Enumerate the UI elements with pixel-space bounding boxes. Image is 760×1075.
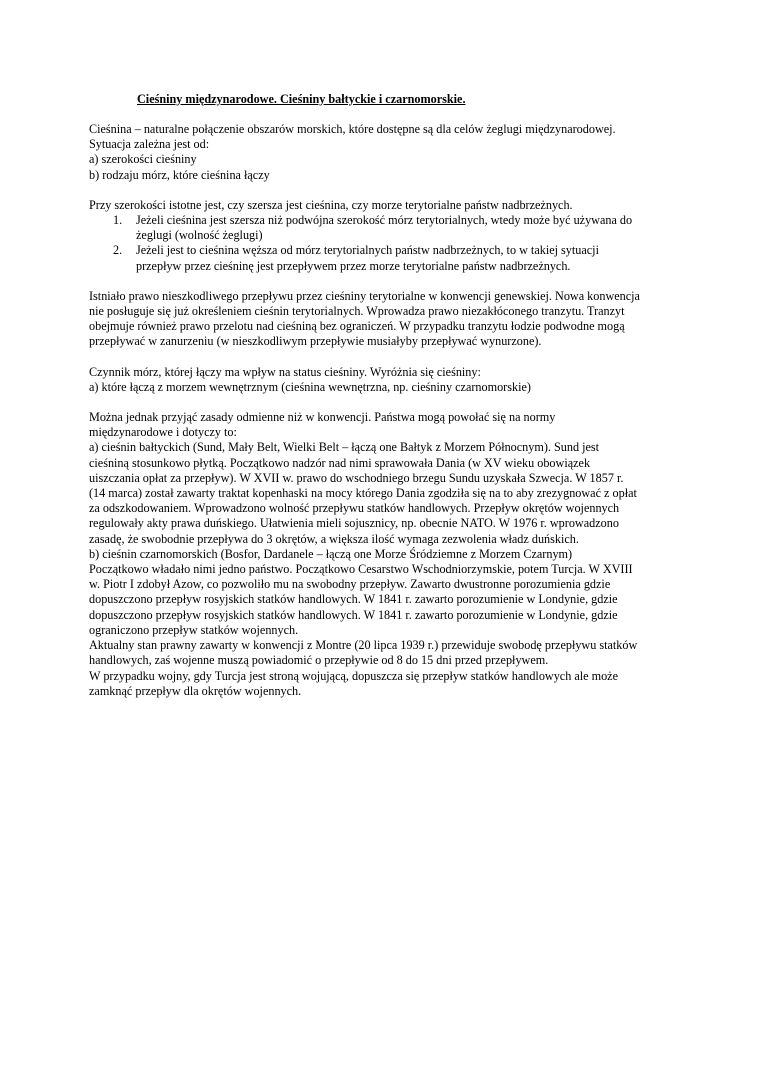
seas-factor-paragraph <box>89 365 689 395</box>
text-line: żeglugi (wolność żeglugi) <box>136 228 263 243</box>
text-line: (14 marca) został zawarty traktat kopenhaski na mocy którego Dania zgodziła się na to aby zrezygnować z opłat <box>89 486 637 501</box>
text-line: Cieśnina – naturalne połączenie obszarów morskich, które dostępne są dla celów żeglugi międzynarodowej. <box>89 122 616 136</box>
text-line: w. Piotr I zdobył Azow, co pozwoliło mu na swobodny przepływ. Zawarto dwustronne porozumienia gdzie <box>89 577 611 592</box>
text-line: handlowych, zaś wojenne muszą powiadomić o przepływie od 8 do 15 dni przed przepływem. <box>89 653 549 668</box>
text-line: przepływać w zanurzeniu (w nieszkodliwym przepływie musiałyby przepływać wynurzone). <box>89 334 542 349</box>
text-line: ograniczono przepływ statków wojennych. <box>89 622 299 637</box>
text-line: dopuszczono przepływ rosyjskich statków handlowych. W 1841 r. zawarto porozumienie w Londynie, gdzie <box>89 592 618 607</box>
text-line: b) rodzaju mórz, które cieśnina łączy <box>89 167 270 182</box>
paragraph-spacer <box>89 395 689 410</box>
text-line: Jeżeli jest to cieśnina węższa od mórz terytorialnych państw nadbrzeżnych, to w takiej sytuacji <box>136 243 599 258</box>
numbered-list <box>89 213 689 274</box>
text-line: uiszczania opłat za przepływ). W XVII w. prawo do wschodniego brzegu Sundu uzyskała Szwecja. W 1857 r. <box>89 470 624 485</box>
rules-paragraph <box>89 410 689 699</box>
text-line: dopuszczono przepływ rosyjskich statków handlowych. W 1841 r. zawarto porozumienie w Londynie, gdzie <box>89 607 618 622</box>
text-line: Początkowo władało nimi jedno państwo. Początkowo Cesarstwo Wschodniorzymskie, potem Turcja. W XVIII <box>89 562 633 577</box>
paragraph-spacer <box>89 183 689 198</box>
text-line: Przy szerokości istotne jest, czy szersza jest cieśnina, czy morze terytorialne państw nadbrzeżnych. <box>89 197 573 212</box>
text-line: Jeżeli cieśnina jest szersza niż podwójna szerokość mórz terytorialnych, wtedy może być używana do <box>136 213 633 228</box>
innocent-passage-paragraph <box>89 289 689 350</box>
text-line: Można jednak przyjąć zasady odmienne niż w konwencji. Państwa mogą powołać się na normy <box>89 410 556 425</box>
text-line: przepływ przez cieśninę jest przepływem przez morze terytorialne państw nadbrzeżnych. <box>136 258 571 273</box>
list-item <box>89 213 689 243</box>
text-line: zasadę, że swobodnie przepływa do 3 okrętów, a większa ilość wymaga zezwolenia władz duńskich. <box>89 531 579 546</box>
text-line: obejmuje również prawo przelotu nad cieśniną bez ograniczeń. W przypadku tranzytu łodzie podwodne mogą <box>89 319 625 334</box>
list-number: 2. <box>113 243 123 258</box>
intro-paragraph <box>89 122 689 183</box>
document-body <box>89 92 689 699</box>
text-line: cieśniną stosunkowo płytką. Początkowo nadzór nad nimi sprawowała Dania (w XV wieku obowiązek <box>89 455 591 470</box>
text-line: za odszkodowaniem. Wprowadzono wolność przepływu statków handlowych. Przepływ okrętów wojennych <box>89 501 620 516</box>
text-line: regulowały akty prawa duńskiego. Ułatwienia mieli sojusznicy, np. obecnie NATO. W 1976 r. wprowadzono <box>89 516 619 531</box>
paragraph-spacer <box>89 274 689 289</box>
document-title: Cieśniny międzynarodowe. Cieśniny bałtyckie i czarnomorskie. <box>137 92 466 106</box>
paragraph-spacer <box>89 350 689 365</box>
list-item <box>89 243 689 273</box>
list-number: 1. <box>113 213 123 228</box>
text-line: Czynnik mórz, której łączy ma wpływ na status cieśniny. Wyróżnia się cieśniny: <box>89 364 481 379</box>
text-line: W przypadku wojny, gdy Turcja jest stroną wojującą, dopuszcza się przepływ statków handlowych ale może <box>89 668 619 683</box>
text-line: zamknąć przepływ dla okrętów wojennych. <box>89 683 302 698</box>
text-line: a) szerokości cieśniny <box>89 152 197 167</box>
text-line: a) cieśnin bałtyckich (Sund, Mały Belt, Wielki Belt – łączą one Bałtyk z Morzem Północnym). Sund jest <box>89 440 600 455</box>
text-line: Istniało prawo nieszkodliwego przepływu przez cieśniny terytorialne w konwencji genewskiej. Nowa konwencja <box>89 288 640 303</box>
paragraph-spacer <box>89 107 689 122</box>
text-line: międzynarodowe i dotyczy to: <box>89 425 237 440</box>
text-line: Sytuacja zależna jest od: <box>89 137 210 152</box>
width-paragraph <box>89 198 689 213</box>
text-line: Aktualny stan prawny zawarty w konwencji z Montre (20 lipca 1939 r.) przewiduje swobodę przepływu statków <box>89 638 638 653</box>
text-line: nie posługuje się już określeniem cieśnin terytorialnych. Wprowadza prawo niezakłóconego tranzytu. Tranzyt <box>89 304 625 319</box>
text-line: b) cieśnin czarnomorskich (Bosfor, Dardanele – łączą one Morze Śródziemne z Morzem Czarnym) <box>89 546 573 561</box>
text-line: a) które łączą z morzem wewnętrznym (cieśnina wewnętrzna, np. cieśniny czarnomorskie) <box>89 379 531 394</box>
